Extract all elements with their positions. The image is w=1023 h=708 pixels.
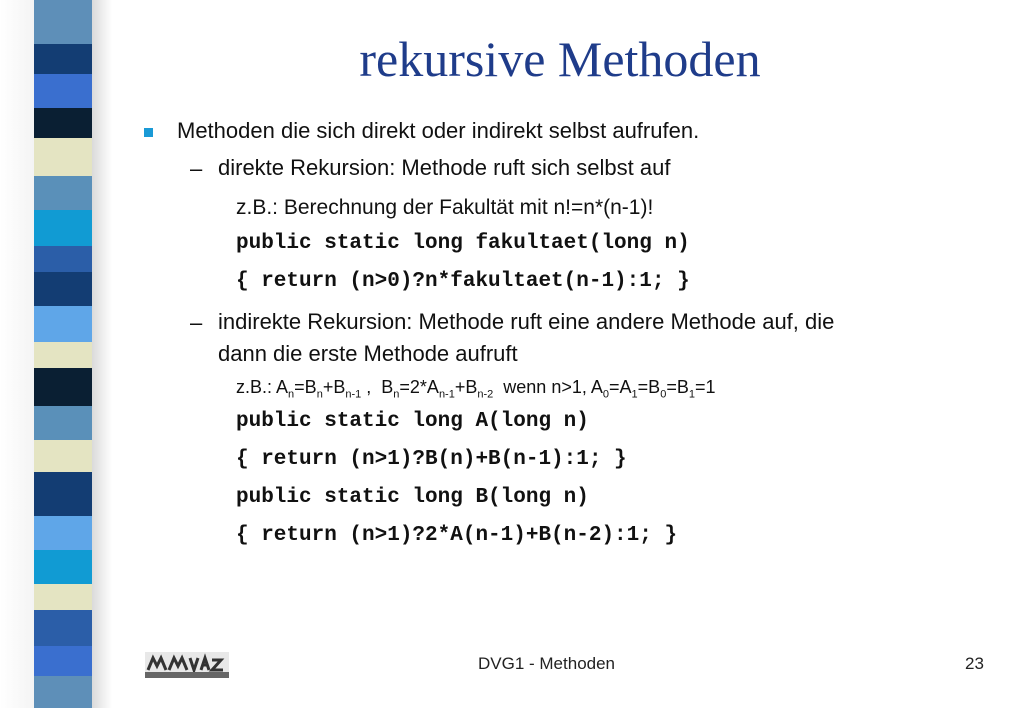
stripe-block	[34, 0, 92, 44]
code-line: { return (n>1)?2*A(n-1)+B(n-2):1; }	[236, 524, 678, 547]
footer-title: DVG1 - Methoden	[478, 654, 616, 673]
stripe-block	[34, 306, 92, 342]
page-number: 23	[965, 654, 984, 673]
stripe-block	[34, 176, 92, 210]
code-line: { return (n>1)?B(n)+B(n-1):1; }	[236, 448, 627, 471]
dash-icon: –	[190, 156, 203, 181]
sub-bullet-indirect-line1: indirekte Rekursion: Methode ruft eine andere Methode auf, die	[218, 309, 835, 334]
bullet-square-icon	[144, 128, 153, 137]
decorative-stripe	[34, 0, 92, 708]
bullet-text: Methoden die sich direkt oder indirekt selbst aufrufen.	[177, 118, 700, 143]
logo-icon	[145, 652, 229, 678]
example-direct: z.B.: Berechnung der Fakultät mit n!=n*(n-1)!	[236, 196, 654, 219]
stripe-block	[34, 550, 92, 584]
stripe-block	[34, 272, 92, 306]
stripe-block	[34, 584, 92, 610]
stripe-block	[34, 472, 92, 516]
code-line: public static long fakultaet(long n)	[236, 232, 690, 255]
stripe-block	[34, 342, 92, 368]
stripe-block	[34, 138, 92, 176]
stripe-block	[34, 440, 92, 472]
code-line: public static long B(long n)	[236, 486, 589, 509]
code-line: public static long A(long n)	[236, 410, 589, 433]
stripe-block	[34, 246, 92, 272]
sub-bullet-indirect-line2: dann die erste Methode aufruft	[218, 341, 518, 366]
stripe-block	[34, 74, 92, 108]
stripe-block	[34, 368, 92, 406]
left-edge	[0, 0, 34, 708]
stripe-block	[34, 44, 92, 74]
stripe-block	[34, 108, 92, 138]
stripe-block	[34, 676, 92, 708]
stripe-block	[34, 516, 92, 550]
example-indirect: z.B.: $A_n=B_n+B_{n-1}$ , $B_n=2*A_{n-1}+B_{n-2}$ wenn n>1, $A_0=A_1=B_0=B_1=1$	[236, 377, 716, 401]
code-line: { return (n>0)?n*fakultaet(n-1):1; }	[236, 270, 690, 293]
stripe-block	[34, 610, 92, 646]
stripe-block	[34, 646, 92, 676]
stripe-block	[34, 406, 92, 440]
slide-title: rekursive Methoden	[359, 31, 761, 87]
dash-icon: –	[190, 310, 203, 335]
stripe-block	[34, 210, 92, 246]
sub-bullet-direct: direkte Rekursion: Methode ruft sich selbst auf	[218, 155, 671, 180]
stripe-shadow	[92, 0, 112, 708]
